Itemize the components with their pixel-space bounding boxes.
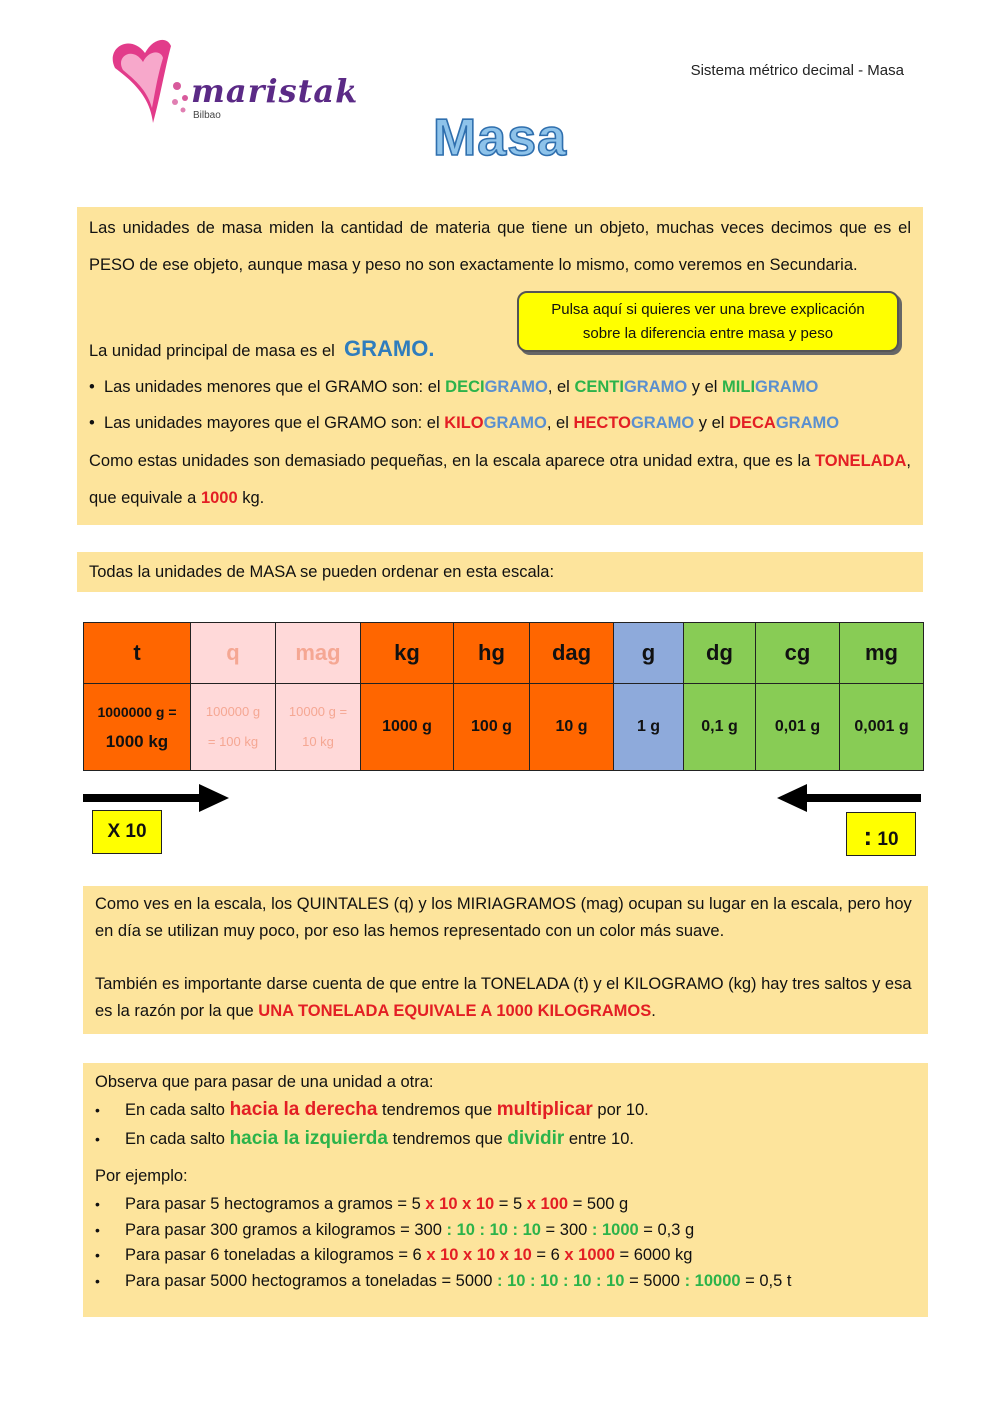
smaller-units-bullet: • Las unidades menores que el GRAMO son: el DECIGRAMO, el CENTIGRAMO y el MILIGRAMO	[89, 378, 819, 396]
example-item: • Para pasar 300 gramos a kilogramos = 300 : 10 : 10 : 10 = 300 : 1000 = 0,3 g	[95, 1221, 695, 1239]
examples-title: Por ejemplo:	[95, 1167, 188, 1185]
brand-name: maristak	[191, 72, 359, 110]
unit-row	[84, 623, 924, 684]
intro-box	[77, 207, 923, 525]
tonelada-paragraph: Como estas unidades son demasiado pequeñas, en la escala aparece otra unidad extra, que es la TONELADA, que equivale a 1000 kg.	[89, 452, 911, 507]
conversion-box	[83, 1063, 928, 1317]
unit-cell: hg	[454, 623, 530, 684]
unit-cell: g	[614, 623, 684, 684]
value-cell: 10000 g = 10 kg	[276, 684, 361, 771]
unit-cell: dg	[684, 623, 756, 684]
main-unit: GRAMO.	[344, 336, 435, 361]
main-unit-line: La unidad principal de masa es el GRAMO.	[89, 336, 435, 361]
arrow-left-icon	[775, 782, 923, 814]
unit-cell: dag	[530, 623, 614, 684]
unit-cell: kg	[361, 623, 454, 684]
intro-paragraph: Las unidades de masa miden la cantidad de materia que tiene un objeto, muchas veces decimos que es el PESO de ese objeto, aunque masa y peso no son exactamente lo mismo, como veremos en Secundaria.	[89, 219, 911, 274]
rule-right: • En cada salto hacia la derecha tendremos que multiplicar por 10.	[95, 1099, 649, 1120]
explanation-button[interactable]: Pulsa aquí si quieres ver una breve explicación sobre la diferencia entre masa y peso	[517, 291, 899, 352]
value-cell: 100 g	[454, 684, 530, 771]
value-cell: 0,001 g	[840, 684, 924, 771]
page-title: Masa	[432, 109, 568, 167]
example-item: • Para pasar 5 hectogramos a gramos = 5 x 10 x 10 = 5 x 100 = 500 g	[95, 1195, 629, 1213]
conversion-intro: Observa que para pasar de una unidad a otra:	[95, 1073, 434, 1091]
larger-units-bullet: • Las unidades mayores que el GRAMO son: el KILOGRAMO, el HECTOGRAMO y el DECAGRAMO	[89, 414, 840, 432]
unit-cell: t	[84, 623, 191, 684]
value-row	[84, 684, 924, 771]
unit-cell: mg	[840, 623, 924, 684]
tonelada-note: También es importante darse cuenta de que entre la TONELADA (t) y el KILOGRAMO (kg) hay tres saltos y esa es la razón por la que UNA TONELADA EQUIVALE A 1000 KILOGRAMOS.	[95, 975, 912, 1020]
value-cell: 0,01 g	[756, 684, 840, 771]
rule-left: • En cada salto hacia la izquierda tendremos que dividir entre 10.	[95, 1128, 634, 1149]
unit-cell: q	[191, 623, 276, 684]
unit-cell: mag	[276, 623, 361, 684]
example-item: • Para pasar 6 toneladas a kilogramos = 6 x 10 x 10 x 10 = 6 x 1000 = 6000 kg	[95, 1246, 693, 1264]
value-cell: 1000000 g = 1000 kg	[84, 684, 191, 771]
value-cell: 1000 g	[361, 684, 454, 771]
value-cell: 0,1 g	[684, 684, 756, 771]
value-cell: 1 g	[614, 684, 684, 771]
unit-cell: cg	[756, 623, 840, 684]
value-cell: 100000 g = 100 kg	[191, 684, 276, 771]
divide-label: : 10	[846, 812, 916, 856]
quintal-note-box	[83, 886, 928, 1034]
quintal-note: Como ves en la escala, los QUINTALES (q) y los MIRIAGRAMOS (mag) ocupan su lugar en la escala, pero hoy en día se utilizan muy poco, por eso las hemos representado con un color más suave.	[95, 895, 912, 940]
brand-subtitle: Bilbao	[193, 110, 221, 121]
example-item: • Para pasar 5000 hectogramos a toneladas = 5000 : 10 : 10 : 10 : 10 = 5000 : 10000 = 0,5 t	[95, 1272, 792, 1290]
value-cell: 10 g	[530, 684, 614, 771]
scale-intro: Todas la unidades de MASA se pueden ordenar en esta escala:	[77, 552, 923, 592]
bullet-icon: •	[89, 414, 104, 432]
document-header: Sistema métrico decimal - Masa	[690, 62, 904, 79]
bullet-icon: •	[89, 378, 104, 396]
multiply-label: X 10	[92, 810, 162, 854]
mass-scale-table	[83, 622, 924, 771]
